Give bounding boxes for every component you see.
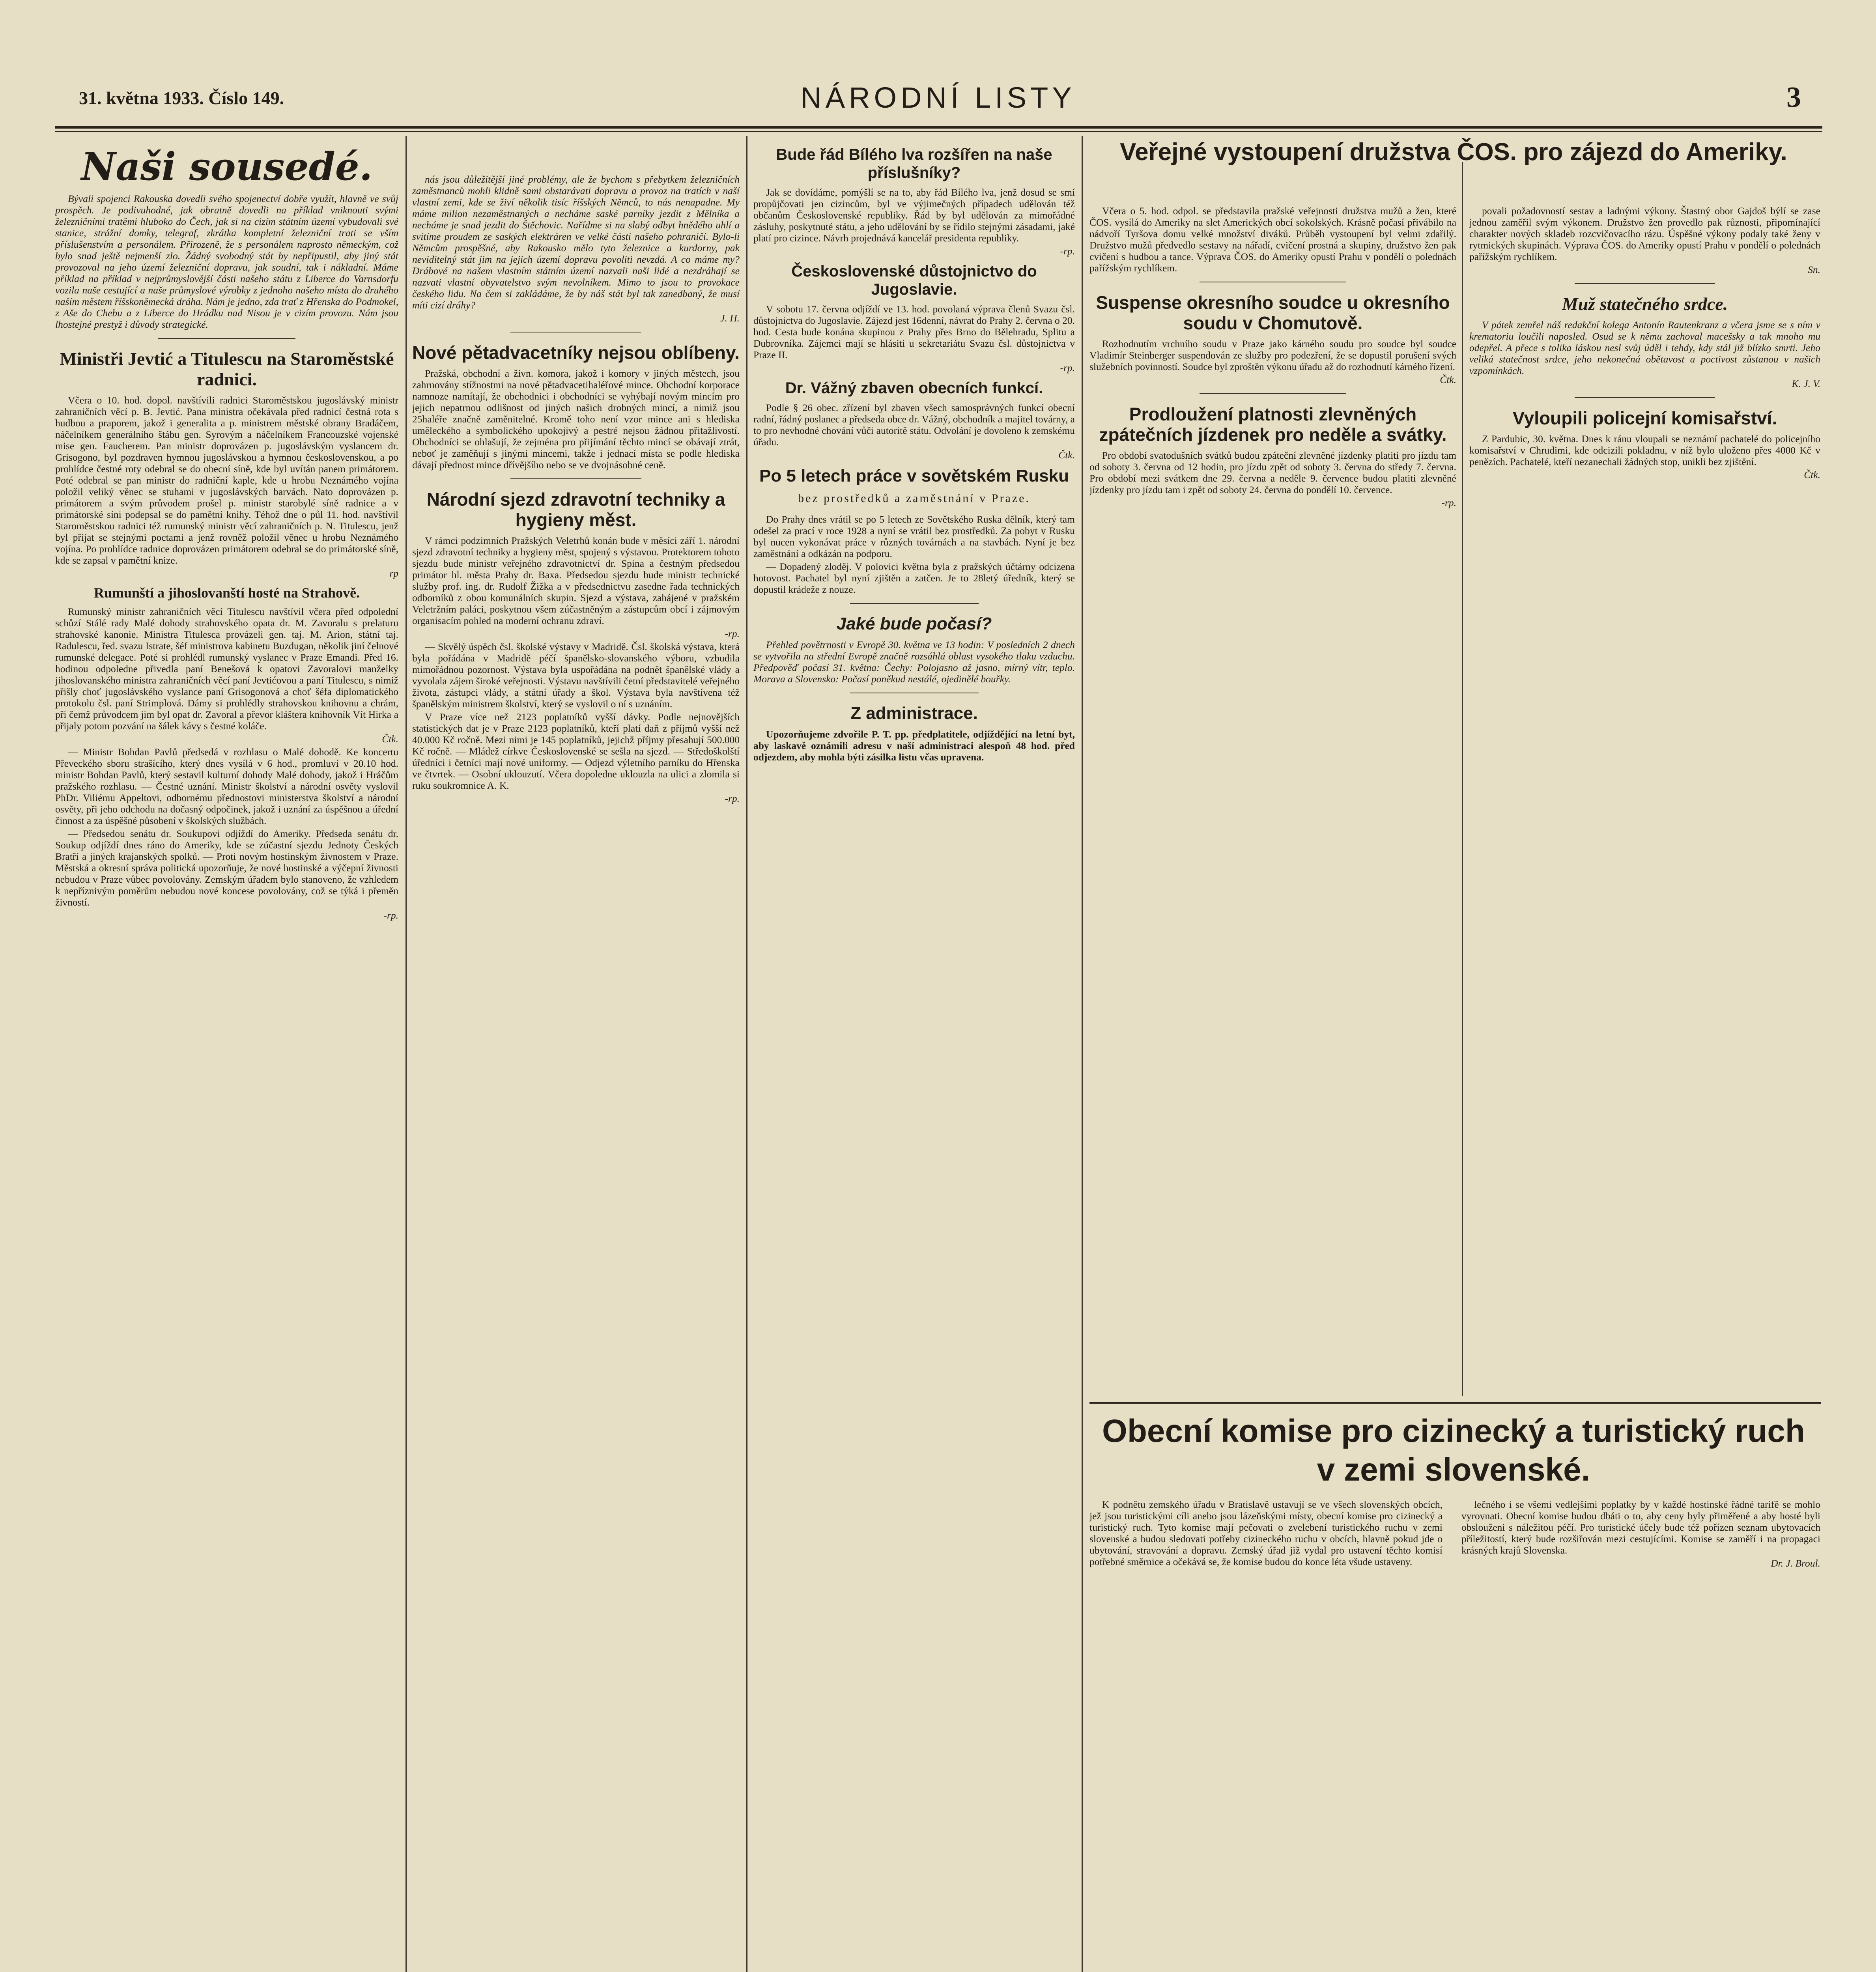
article-signature: Čtk. bbox=[1440, 374, 1456, 385]
article-body: Včera o 5. hod. odpol. se představila pražské veřejnosti družstva mužů a žen, které ČOS. vysílá do Ameriky na slet Amerických obcí sokolských. Krásně počasí přivábilo na nádvoří Tyršova domu velké množství diváků. Průběh vystoupení byl velmi zdařilý. Družstvo mužů předvedlo sestavy na nářadí, cvičení prostná a skupiny, družstvo žen pak cvičení s hudbou a tance. Výprava ČOS. do Ameriky opustí Prahu v pondělí o polednách pařížským rychlíkem. bbox=[1089, 205, 1456, 274]
section-rule bbox=[1089, 1402, 1821, 1404]
article-body: — Předsedou senátu dr. Soukupovi odjíždí do Ameriky. Předseda senátu dr. Soukup odjíždí dnes ráno do Ameriky, kde se zúčastní sjezdu Jednoty Českých Bratří a jiných krajanských spolků. — Proti novým hostinským živnostem v Praze. Městská a okresní správa politická upozorňuje, že nové hostinské a výčepní živnosti nebudou v Praze vůbec povolovány. Zemským úřadem bylo stanoveno, že vzhledem k nepříznivým poměrům nebudou nové koncese povolovány, což se týká i přeměn živností. bbox=[55, 828, 398, 908]
article-signature: -rp. bbox=[725, 628, 740, 639]
article-signature: -rp. bbox=[1060, 362, 1075, 373]
article-headline: Po 5 letech práce v sovětském Rusku bbox=[759, 466, 1069, 486]
issue-date: 31. května 1933. Číslo 149. bbox=[79, 88, 284, 108]
column-rule bbox=[746, 136, 747, 1972]
article-signature: Čtk. bbox=[382, 733, 398, 745]
article-signature: Dr. J. Broul. bbox=[1771, 1557, 1820, 1569]
article-signature: J. H. bbox=[720, 312, 740, 324]
article-body: povali požadovností sestav a ladnými výkony. Štastný obor Gajdoš býlí se zase jednou zaměřil svým výkonem. Družstvo žen provedlo pak různosti, připomínající charakter nových skladeb rozcvičovacího rázu. Úspěšné výkony podaly také ženy v rytmických skupinách. Výprava ČOS. do Ameriky opustí Prahu v pondělí o polednách pařížským rychlíkem. bbox=[1469, 205, 1820, 262]
separator bbox=[1089, 275, 1456, 287]
separator bbox=[753, 686, 1075, 698]
article-headline: Vyloupili policejní komisařství. bbox=[1512, 408, 1777, 428]
column-5 bbox=[1469, 205, 1820, 1396]
article-body: — Ministr Bohdan Pavlů předsedá v rozhlasu o Malé dohodě. Ke koncertu Převeckého sboru strašícího, který dnes vysílá v 6 hod., promluví v 20.10 hod. ministr Bohdan Pavlů, který sestavil kulturní dohody Malé dohody, jakož i Hráčům pražského rozhlasu. — Čestné uznání. Ministr školství a národní osvěty vyslovil PhDr. Viliému Appeltovi, odbornému přednostovi ministerstva školství a národní osvěty, při jeho odchodu na dočasný odpočinek, jakož i uznání za úspěšnou a úřední činnost a za úspěšné působení v školských službách. bbox=[55, 746, 398, 826]
article-body: Upozorňujeme zdvořile P. T. pp. předplatitele, odjíždějící na letní byt, aby laskavě oznámili adresu v naší administraci alespoň 48 hod. před odjezdem, aby mohla býti zásilka listu včas upravena. bbox=[753, 728, 1075, 763]
article-body: — Dopadený zloděj. V polovici května byla z pražských účtárny odcizena hotovost. Pachatel byl nyní zjištěn a zatčen. Je to 28letý úředník, který se dopustil krádeže z nouze. bbox=[753, 561, 1075, 595]
article-headline: Naši sousedé. bbox=[81, 144, 373, 189]
article-signature: Sn. bbox=[1808, 264, 1820, 275]
column-rule bbox=[1082, 136, 1083, 1972]
separator bbox=[1469, 277, 1820, 288]
article-body: Z Pardubic, 30. května. Dnes k ránu vloupali se neznámí pachatelé do policejního komisařství v Chrudimi, kde odcizili pokladnu, v níž bylo uloženo přes 4000 Kč v penězích. Pachatelé, kteří nezanechali žádných stop, unikli bez zjištění. bbox=[1469, 433, 1820, 467]
article-body: Bývali spojenci Rakouska dovedli svého spojenectví dobře využít, hlavně ve svůj prospěch. Je podivuhodné, jak obratně dovedli na příklad vniknouti svými železničními tratěmi hluboko do Čech, jak si na cizím státním území vybudovali své stanice, strážní domky, telegraf, zkrátka kompletní železniční trati se vším příslušenstvím a personálem. Přirozeně, že s personálem naprosto německým, což bylo snad ještě nejmenší zlo. Žádný svobodný stát by nepřipustil, aby jiný stát provozoval na jeho území železniční dopravu, jak soudní, tak i nákladní. Máme příklad na příklad v nejprůmyslovější části našeho státu z Liberce do Varnsdorfu vozila naše cestující a naše průmyslové výrobky z jednoho našeho místa do druhého naším městem říšskoněmecká dráha. Nám je jedno, zda trať z Hřenska do Podmokel, z Aše do Chebu a z Liberce do Hrádku nad Nisou je v cizím provozu. Nám jsou lhostejné prestyž i důvody strategické. bbox=[55, 193, 398, 330]
separator bbox=[1469, 391, 1820, 402]
article-signature: rp bbox=[389, 568, 398, 579]
article-body: Přehled povětrnosti v Evropě 30. května ve 13 hodin: V posledních 2 dnech se vytvořila na střední Evropě značně rozsáhlá oblast vysokého tlaku vzduchu. Předpověď počasí 31. května: Čechy: Polojasno až jasno, mírný vítr, teplo. Morava a Slovensko: Počasí poněkud nestálé, ojedinělé bouřky. bbox=[753, 639, 1075, 685]
article-body: V rámci podzimních Pražských Veletrhů konán bude v měsíci září 1. národní sjezd zdravotní techniky a hygieny měst, spojený s výstavou. Protektorem tohoto sjezdu bude ministr veřejného zdravotnictví dr. Spina a čestným předsedou primátor hl. města Prahy dr. Baxa. Předsedou sjezdu bude ministr technické služby prof. ing. dr. Rudolf Žižka a v předsednictvu zasedne řada technických odborníků z obou komunálních skupin. Sjezd a výstava, zahájené v pražském Veletržním paláci, poskytnou všem zúčastněným a zástupcům obcí i zájmovým organisacím pohled na moderní ochranu zdraví. bbox=[412, 535, 740, 626]
article-headline: Nové pětadvacetníky nejsou oblíbeny. bbox=[412, 342, 740, 363]
article-body: V pátek zemřel náš redakční kolega Antonín Rautenkranz a včera jsme se s ním v krematoriu loučili naposled. Osud se k němu zachoval macešsky a tak mnoho mu odepřel. A přece s tolika láskou nesl svůj úděl i tehdy, kdy stál již blízko smrti. Jeho veliká statečnost srdce, jeho nekonečná obětavost a poctivost zůstanou v našich vzpomínkách. bbox=[1469, 319, 1820, 376]
article-body: Rumunský ministr zahraničních věcí Titulescu navštívil včera před odpolední schůzí Stálé rady Malé dohody strahovského opata dr. M. Zavoralu s prelaturu strahovské kanonie. Ministra Titulesca provázeli gen. taj. M. Arion, státní taj. Radulescu, řed. svazu Istrate, šéf ministrova kabinetu Buzdugan, několik jiní čelnové rumunské delegace. Poté si prohlédl rumunský vyslanec v Praze Emandi. Před 16. hodinou odpoledne přivedla paní Benešová k opatovi Zavoralovi manželky jihoslovanského ministra zahraničních věcí paní Jevtićovou a paní Titulescu, s nimiž přišly choť jugoslávského vyslance paní Grisogonová a choť šéfa diplomatického protokolu čsl. paní Strimplová. Dámy si prohlédly strahovskou knihovnu a chrám, při čemž průvodcem jim byl opat dr. Zavoral a převor kláštera knihovník Vít Hirka a přijaly potom pozvání na šálek kávy s čestné koláče. bbox=[55, 606, 398, 732]
column-1 bbox=[55, 140, 398, 1972]
article-body: V sobotu 17. června odjíždí ve 13. hod. povolaná výprava členů Svazu čsl. důstojnictva do Jugoslavie. Zájezd jest 16denní, návrat do Prahy 2. června o 20. hod. Cesta bude konána skupinou z Prahy přes Brno do Bělehradu, Splitu a Dubrovníka. Zájemci mají se hlásiti u sekretariátu Svazu čsl. důstojnictva v Praze II. bbox=[753, 303, 1075, 360]
article-body: nás jsou důležitější jiné problémy, ale že bychom s přebytkem železničních zaměstnanců mohli klidně sami obstarávati dopravu a provoz na tratích v naší vlastní zemi, kde se živí několik tisíc říšských Němců, to nás nenapadne. My máme milion nezaměstnaných a necháme saské parníky jezdit z Mělníka a necháme je snad jezdit do Štěchovic. Nařídme si na slabý odbyt hnědého uhlí a svitíme proudem ze saských elektráren ve velké části našeho pohraničí. Bylo-li Němcům prospěšné, aby Rakousko mělo tyto železnice a kurdorny, pak neviditelný stát jim na jejich území dopravu povoliti nevzdá. A co máme my? Drábové na našem vlastním státním území nazvali naši lidé a nezdráhají se nazvati vlastní obyvatelstvo svým nevolníkem. Mimo to jsou to provokace českého lidu. Na čem si zakládáme, že by náš stát byl tak zanedbaný, že musí míti cizí dráhy? bbox=[412, 174, 740, 311]
column-4 bbox=[1089, 205, 1456, 1396]
article-body: Podle § 26 obec. zřízení byl zbaven všech samosprávných funkcí obecní radní, řádný poslanec a předseda obce dr. Vážný, obchodník a majitel továrny, a to pro nevhodné chování vůči autoritě státu. Odvolání je dovoleno k zemskému úřadu. bbox=[753, 402, 1075, 448]
article-tourism-left: K podnětu zemského úřadu v Bratislavě ustavují se ve všech slovenských obcích, jež jsou turistickými cíli anebo jsou lázeňskými místy, obecní komise pro cizinecký a turistický ruch. Tyto komise mají pečovati o zvelebení turistického ruchu v zemi slovenské a budou sledovati potřeby cizineckého ruchu v obcích, hlavně pokud jde o ubytování, stravování a dopravu. Zemský úřad již vydal pro ustavení těchto komisí potřebné směrnice a očekává se, že komise budou do konce léta všude ustaveny. bbox=[1089, 1499, 1443, 1567]
article-signature: -rp. bbox=[1441, 497, 1456, 508]
article-headline: Ministři Jevtić a Titulescu na Staroměstské radnici. bbox=[60, 349, 394, 389]
article-headline: Národní sjezd zdravotní techniky a hygieny měst. bbox=[426, 489, 725, 530]
separator bbox=[412, 325, 740, 337]
article-signature: -rp. bbox=[1060, 245, 1075, 257]
article-body: — Skvělý úspěch čsl. školské výstavy v Madridě. Čsl. školská výstava, která byla pořádána v Madridě péčí španělsko-slovanského výboru, vzbudila mimořádnou pozornost. Výstava byla uspořádána na podnět španělské vlády a vyvolala zájem široké veřejnosti. Výstavu navštívili četní představitelé veřejného života, zástupci vlády, a státní úřady a škol. Výstava byla navštívena též španělským ministrem školství, který se vyslovil o ní s uznáním. bbox=[412, 641, 740, 710]
article-headline: Prodloužení platnosti zlevněných zpátečních jízdenek pro neděle a svátky. bbox=[1099, 404, 1447, 445]
column-2 bbox=[412, 174, 740, 1972]
article-body: V Praze více než 2123 poplatníků vyšší dávky. Podle nejnovějších statistických dat je v Praze 2123 poplatníků, kteří platí daň z příjmů vyšší než 40.000 Kč ročně. Mezi nimi je 145 poplatníků, jejichž příjmy přesahují 500.000 Kč ročně. — Mládež církve Československé se sešla na sjezd. — Středoškolští úředníci i četníci mají nové uniformy. — Odjezd výletního parníku do Hřenska ve čtvrtek. — Osobní uklouzutí. Včera dopoledne uklouzla na ulici a zlomila si ruku soukromnice A. K. bbox=[412, 711, 740, 791]
article-headline: Dr. Vážný zbaven obecních funkcí. bbox=[785, 379, 1043, 397]
article-body: Pražská, obchodní a živn. komora, jakož i komory v jiných městech, jsou zahrnovány stížnostmi na nové pětadvacetihaléřové mince. Obchodní korporace namnoze namítají, že obchodnici i obchodníci se vyhýbají novým mincím pro jejich nepatrnou odlišnost od jiných našich drobných mincí, a nimiž jsou 25haléře značně zaměnitelné. Kromě toho není vzor mince ani s hlediska uměleckého a symbolického upokojivý a pestré nejsou žádnou přitažlivostí. Obchodníci se ohlašují, že zejména pro přijímání těchto mincí se obávají ztrát, neboť je zaměňují s jinými mincemi, takže i jednací místa se podle hlediska dávají přednost mince dřívějšího nebo se ve dvojnásobné ceně. bbox=[412, 368, 740, 471]
article-headline: Bude řád Bílého lva rozšířen na naše příslušníky? bbox=[776, 146, 1052, 181]
separator bbox=[753, 597, 1075, 608]
banner-headline: Obecní komise pro cizinecký a turistický ruch v zemi slovenské. bbox=[1102, 1413, 1805, 1488]
column-rule bbox=[405, 136, 407, 1972]
separator bbox=[1089, 387, 1456, 398]
article-signature: -rp. bbox=[725, 793, 740, 804]
article-headline: Rumunští a jihoslovanští hosté na Strahově. bbox=[93, 585, 360, 601]
column-rule bbox=[1462, 162, 1463, 1396]
article-body: Pro období svatodušních svátků budou zpáteční zlevněné jízdenky platiti pro jízdu tam od soboty 3. června od 12 hodin, pro jízdu zpět od soboty 3. června do středy 7. června. Pro období mezi svátkem dne 29. června a neděle 9. července budou platiti zlevněné jízdenky pro jízdu tam i zpět od soboty 24. června do pondělí 10. července. bbox=[1089, 450, 1456, 495]
article-headline: Suspense okresního soudce u okresního soudu v Chomutově. bbox=[1096, 292, 1450, 333]
masthead-title: NÁRODNÍ LISTY bbox=[800, 81, 1076, 114]
article-subheadline: bez prostředků a zaměstnání v Praze. bbox=[798, 492, 1030, 505]
article-headline: Československé důstojnictvo do Jugoslavie. bbox=[791, 263, 1037, 298]
masthead-rule bbox=[55, 126, 1822, 129]
article-headline: Muž statečného srdce. bbox=[1562, 294, 1728, 314]
separator bbox=[55, 332, 398, 343]
article-body: Do Prahy dnes vrátil se po 5 letech ze Sovětského Ruska dělník, který tam odešel za prací v roce 1928 a nyní se vrátil bez prostředků. Za pobyt v Rusku byl nucen vykonávat práce v různých továrnách a na stavbách. Nyní je bez zaměstnání a odkázán na podporu. bbox=[753, 514, 1075, 559]
masthead-rule-thin bbox=[55, 131, 1822, 132]
article-tourism-right: lečného i se všemi vedlejšími poplatky by v každé hostinské řádné tarifě se mohlo vyrovnati. Obecní komise budou dbáti o to, aby ceny byly přiměřené a aby hosté byli obslouženi s náležitou péčí. Pro turistické účely bude též pořízen seznam ubytovacích příležitostí, který bude rozšiřován mezi cestujícími. Komise se zaměří i na propagaci krásných krajů Slovenska. Dr. J. Broul. bbox=[1461, 1499, 1820, 1569]
page-number: 3 bbox=[1786, 81, 1801, 114]
article-body: Rozhodnutím vrchního soudu v Praze jako kárného soudu pro soudce byl soudce Vladimír Steinberger suspendován ze služby pro podezření, že se dopustil porušení svých služebních povinností. Soudce byl zproštěn výkonu úřadu až do rozhodnutí kárného řízení. bbox=[1089, 338, 1456, 372]
article-body: Jak se dovídáme, pomýšlí se na to, aby řád Bílého lva, jenž dosud se smí propůjčovati jen cizincům, byl ve výjimečných případech udělován též občanům Československé republiky. Řád by byl udělován za mimořádné zásluhy, poskytnuté státu, a jeho udělování by se řídilo stejnými zásadami, jaké platí pro cizince. Návrh projednává kancelář presidenta republiky. bbox=[753, 187, 1075, 244]
article-headline: Jaké bude počasí? bbox=[836, 614, 992, 633]
column-3 bbox=[753, 140, 1075, 1972]
article-headline: Z administrace. bbox=[850, 704, 978, 723]
article-signature: Čtk. bbox=[1804, 469, 1820, 480]
article-signature: K. J. V. bbox=[1792, 378, 1820, 389]
article-body: Včera o 10. hod. dopol. navštívili radnici Staroměstskou jugoslávský ministr zahraničních věcí p. B. Jevtić. Pana ministra očekávala před radnicí čestná rota s hudbou a praporem, jakož i generalita a p. ministrem městské obrany Bradáčem, náčelníkem generálního štábu gen. Syrovým a náčelníkem Francouzské vojenské mise gen. Faucherem. Pan ministr doprovázen p. jugoslávským vyslancem dr. Grisogono, byl pozdraven hymnou jugoslávskou a hymnou československou, a po prohlídce čestné roty odebral se do obecní síně, kde byl uvítán panem primátorem. Poté odebral se pan ministr do radniční kaple, kde u hrobu Neznámého vojína položil veliký věnec se stuhami v jugoslávských barvách. Nato doprovázen p. primátorem a svým průvodem prošel p. ministr starobylé síně radnice a v primátorské síni podepsal se do pamětní knihy. Téhož dne o půl 11. hod. navštívil Staroměstskou radnici též rumunský ministr věcí zahraničních p. N. Titulescu, jenž byl přijat se stejnými poctami a jenž rovněž položil věnec u hrobu Neznámého vojína. Po prohlídce radnice doprovázen primátorem odebral se do primátorské síně, kde se zapsal v pamětní knize. bbox=[55, 394, 398, 566]
article-signature: -rp. bbox=[383, 909, 398, 921]
separator bbox=[412, 472, 740, 484]
article-headline: Veřejné vystoupení družstva ČOS. pro zájezd do Ameriky. bbox=[1120, 138, 1787, 166]
article-signature: Čtk. bbox=[1058, 449, 1075, 461]
